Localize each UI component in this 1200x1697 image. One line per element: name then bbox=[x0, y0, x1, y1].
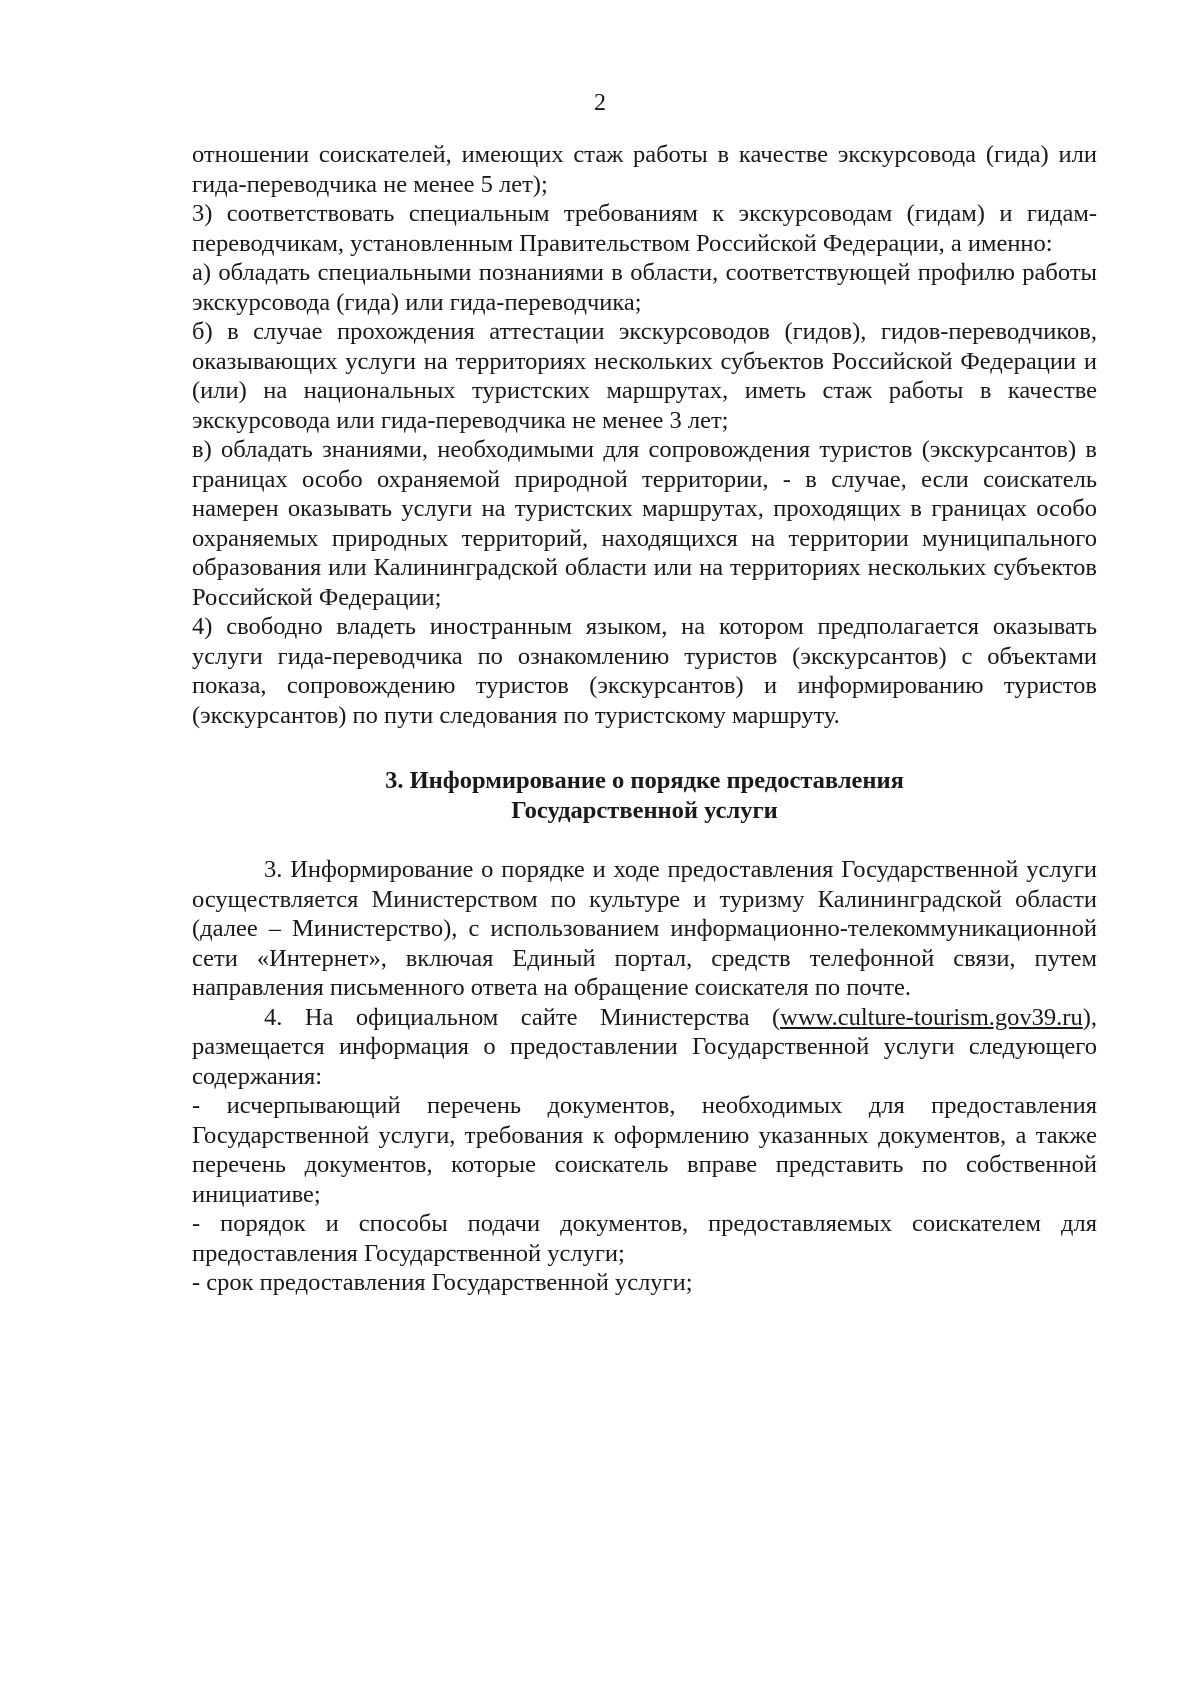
requirement-3c: в) обладать знаниями, необходимыми для сопровождения туристов (экскурсантов) в границах особо охраняемой природной территории, - в случае, если соискатель намерен оказывать услуги на туристских маршрутах, проходящих в границах особо охраняемых природных территорий, находящихся на территории муниципального образования или Калининградской области или на территориях нескольких субъектов Российской Федерации; bbox=[192, 436, 1097, 611]
paragraph-4 bbox=[192, 1003, 1097, 1092]
ministry-website-link[interactable]: www.culture-tourism.gov39.ru bbox=[780, 1003, 1083, 1031]
document-body bbox=[192, 140, 1097, 1298]
section-heading-line-2: Государственной услуги bbox=[511, 796, 778, 824]
list-item: - исчерпывающий перечень документов, необходимых для предоставления Государственной услуги, требования к оформлению указанных документов, а также перечень документов, которые соискатель вправе представить по собственной инициативе; bbox=[192, 1092, 1097, 1208]
paragraph-continuation: отношении соискателей, имеющих стаж работы в качестве экскурсовода (гида) или гида-переводчика не менее 5 лет); bbox=[192, 141, 1097, 198]
requirement-3: 3) соответствовать специальным требованиям к экскурсоводам (гидам) и гидам-переводчикам, установленным Правительством Российской Федерации, а именно: bbox=[192, 200, 1097, 257]
requirement-4: 4) свободно владеть иностранным языком, на котором предполагается оказывать услуги гида-переводчика по ознакомлению туристов (экскурсантов) с объектами показа, сопровождению туристов (экскурсантов) и информированию туристов (экскурсантов) по пути следования по туристскому маршруту. bbox=[192, 613, 1097, 729]
requirement-3b: б) в случае прохождения аттестации экскурсоводов (гидов), гидов-переводчиков, оказывающих услуги на территориях нескольких субъектов Российской Федерации и (или) на национальных туристских маршрутах, иметь стаж работы в качестве экскурсовода или гида-переводчика не менее 3 лет; bbox=[192, 318, 1097, 434]
requirement-3a: а) обладать специальными познаниями в области, соответствующей профилю работы экскурсовода (гида) или гида-переводчика; bbox=[192, 259, 1097, 316]
section-heading bbox=[192, 766, 1097, 825]
list-item: - порядок и способы подачи документов, предоставляемых соискателем для предоставления Государственной услуги; bbox=[192, 1210, 1097, 1267]
page-number: 2 bbox=[594, 90, 606, 116]
paragraph-4-text-start: 4. На официальном сайте Министерства ( bbox=[264, 1003, 781, 1031]
section-heading-line-1: 3. Информирование о порядке предоставления bbox=[385, 767, 904, 794]
paragraph-4-text-end: ), размещается информация о предоставлении Государственной услуги следующего содержания: bbox=[192, 1003, 1097, 1090]
paragraph-3: 3. Информирование о порядке и ходе предоставления Государственной услуги осуществляется Министерством по культуре и туризму Калининградской области (далее – Министерство), с использованием информационно-телекоммуникационной сети «Интернет», включая Единый портал, средств телефонной связи, путем направления письменного ответа на обращение соискателя по почте. bbox=[192, 856, 1097, 1001]
list-item: - срок предоставления Государственной услуги; bbox=[192, 1269, 693, 1296]
